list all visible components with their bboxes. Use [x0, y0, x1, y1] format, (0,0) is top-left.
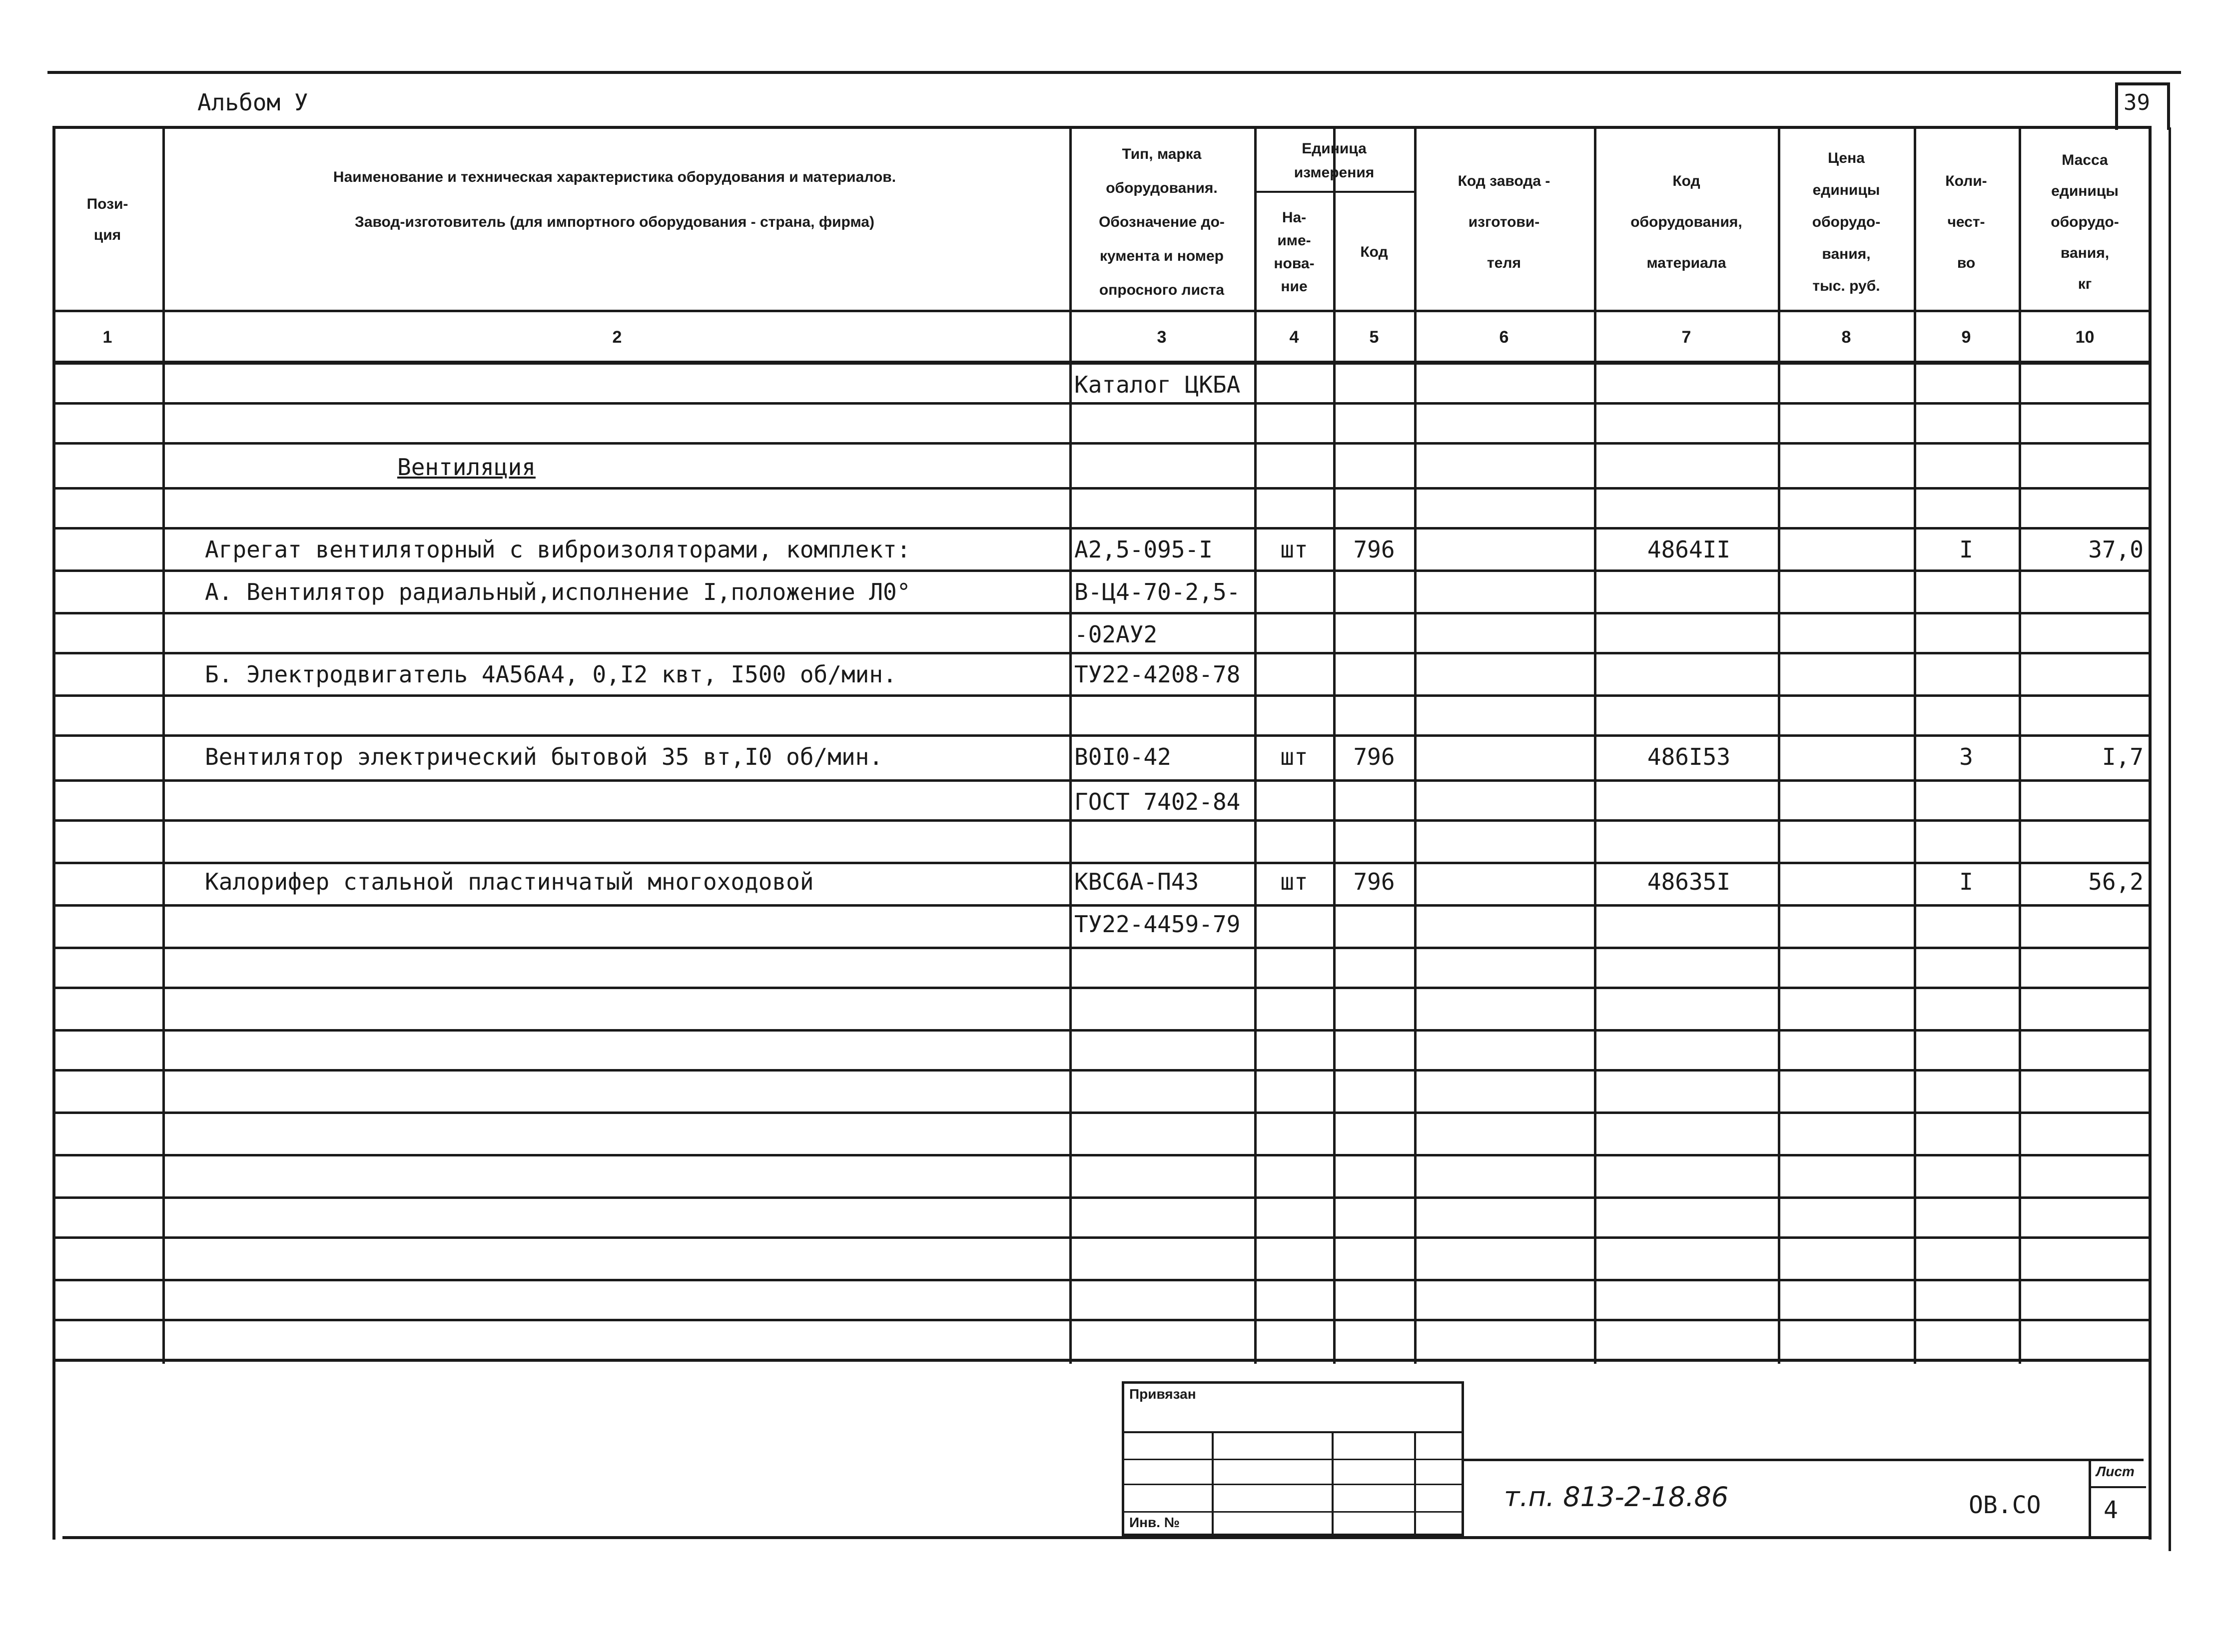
item-name-cell: Б. Электродвигатель 4А56А4, 0,I2 квт, I500 об/мин. — [205, 661, 897, 688]
material-code-cell: 48635I — [1647, 868, 1731, 895]
header-bottom-line — [52, 310, 2149, 312]
colnum-1: 1 — [102, 327, 112, 347]
header-unit-name: На- име- нова- ние — [1274, 209, 1315, 295]
item-type-cell: В-Ц4-70-2,5- — [1074, 578, 1241, 605]
sheet-number: 4 — [2104, 1496, 2118, 1524]
colnum-2: 2 — [612, 327, 622, 347]
header-price: Цена единицы оборудо- вания, тыс. руб. — [1812, 150, 1881, 294]
unit-code-cell: 796 — [1353, 868, 1395, 895]
row-line — [52, 1279, 2149, 1281]
item-type-cell: -02АУ2 — [1074, 621, 1158, 648]
colnum-3: 3 — [1157, 327, 1167, 347]
stamp-line — [1414, 1431, 1416, 1536]
sheet-label: Лист — [2096, 1464, 2135, 1479]
mass-cell: 56,2 — [2088, 868, 2144, 895]
row-line — [52, 1111, 2149, 1114]
header-unit-code: Код — [1360, 244, 1388, 260]
header-quantity: Коли- чест- во — [1945, 173, 1987, 271]
column-separator — [1069, 126, 1072, 1364]
row-line — [52, 402, 2149, 405]
doc-code: ОВ.СО — [1969, 1491, 2041, 1519]
quantity-cell: 3 — [1959, 743, 1973, 770]
colnum-8: 8 — [1841, 327, 1851, 347]
row-line — [52, 862, 2149, 864]
item-type-cell: КВС6А-П43 — [1074, 868, 1199, 895]
row-line — [52, 819, 2149, 822]
header-material-code: Код оборудования, материала — [1630, 173, 1742, 271]
header-name: Наименование и техническая характеристика оборудования и материалов. Завод-изготовитель (для импортного оборудования - страна, фирма) — [333, 169, 896, 230]
quantity-cell: I — [1959, 868, 1973, 895]
stamp-inv-no: Инв. № — [1129, 1515, 1180, 1530]
unit-name-cell: шт — [1280, 868, 1308, 895]
header-unit-group: Единица измерения — [1294, 140, 1375, 181]
row-line — [52, 527, 2149, 530]
designation: т.п. 813-2-18.86 — [1504, 1481, 1729, 1513]
item-type-cell: Каталог ЦКБА — [1074, 371, 1241, 398]
column-separator — [1594, 126, 1596, 1364]
item-name-cell: Вентилятор электрический бытовой 35 вт,I0 об/мин. — [205, 743, 883, 770]
item-name-cell: Агрегат вентиляторный с виброизоляторами, комплект: — [205, 536, 911, 563]
title-block-line — [1464, 1459, 2144, 1461]
item-type-cell: ГОСТ 7402-84 — [1074, 788, 1241, 815]
header-mass: Масса единицы оборудо- вания, кг — [2051, 152, 2119, 292]
row-line — [52, 779, 2149, 782]
header-factory-code: Код завода - изготови- теля — [1458, 173, 1550, 271]
row-line — [52, 987, 2149, 989]
colnum-5: 5 — [1369, 327, 1379, 347]
album-label: Альбом У — [197, 89, 308, 116]
item-type-cell: В0I0-42 — [1074, 743, 1171, 770]
mass-cell: I,7 — [2102, 743, 2144, 770]
stamp-line — [1122, 1459, 1464, 1460]
item-type-cell: ТУ22-4459-79 — [1074, 911, 1241, 938]
stamp-line — [1122, 1511, 1464, 1513]
column-separator — [1414, 126, 1417, 1364]
unit-name-cell: шт — [1280, 536, 1308, 563]
row-line — [52, 1236, 2149, 1239]
quantity-cell: I — [1959, 536, 1973, 563]
top-caption-line — [47, 71, 2181, 74]
material-code-cell: 486I53 — [1647, 743, 1731, 770]
stamp-line — [1212, 1431, 1214, 1536]
colnum-10: 10 — [2075, 327, 2095, 347]
page-right-edge — [2169, 127, 2171, 1551]
material-code-cell: 4864II — [1647, 536, 1731, 563]
row-line — [52, 734, 2149, 737]
stamp-line — [1122, 1484, 1464, 1485]
colnum-4: 4 — [1289, 327, 1299, 347]
item-type-cell: А2,5-095-I — [1074, 536, 1213, 563]
row-line — [52, 612, 2149, 614]
item-type-cell: ТУ22-4208-78 — [1074, 661, 1241, 688]
mass-cell: 37,0 — [2088, 536, 2144, 563]
unit-code-cell: 796 — [1353, 743, 1395, 770]
colnum-6: 6 — [1499, 327, 1509, 347]
row-line — [52, 904, 2149, 907]
row-line — [52, 652, 2149, 654]
header-position: Пози- ция — [86, 196, 128, 243]
column-separator — [1333, 126, 1336, 1364]
row-line — [52, 947, 2149, 949]
row-line — [52, 1029, 2149, 1032]
sheet-line — [2089, 1486, 2146, 1488]
row-line — [52, 1319, 2149, 1321]
page-number: 39 — [2124, 90, 2150, 115]
row-line — [52, 487, 2149, 490]
column-separator — [162, 126, 165, 1364]
page-bottom-border — [62, 1536, 2149, 1539]
colnum-9: 9 — [1961, 327, 1971, 347]
row-line — [52, 1196, 2149, 1199]
row-line — [52, 569, 2149, 572]
unit-code-cell: 796 — [1353, 536, 1395, 563]
item-name-cell: Вентиляция — [397, 454, 536, 481]
item-name-cell: Калорифер стальной пластинчатый многоходовой — [205, 868, 814, 895]
row-line — [52, 694, 2149, 697]
header-type: Тип, марка оборудования. Обозначение до- кумента и номер опросного листа — [1099, 146, 1225, 298]
table-bottom-line — [52, 1359, 2149, 1362]
row-line — [52, 1069, 2149, 1072]
stamp-line — [1332, 1431, 1334, 1536]
stamp-line — [1122, 1431, 1464, 1433]
item-name-cell: А. Вентилятор радиальный,исполнение I,положение Л0° — [205, 578, 911, 605]
table-top-border — [52, 126, 2149, 129]
row-line — [52, 1154, 2149, 1156]
colnum-7: 7 — [1681, 327, 1691, 347]
stamp-privyazan: Привязан — [1129, 1386, 1196, 1402]
unit-name-cell: шт — [1280, 743, 1308, 770]
row-line — [52, 442, 2149, 445]
colnum-bottom-line — [52, 361, 2149, 365]
